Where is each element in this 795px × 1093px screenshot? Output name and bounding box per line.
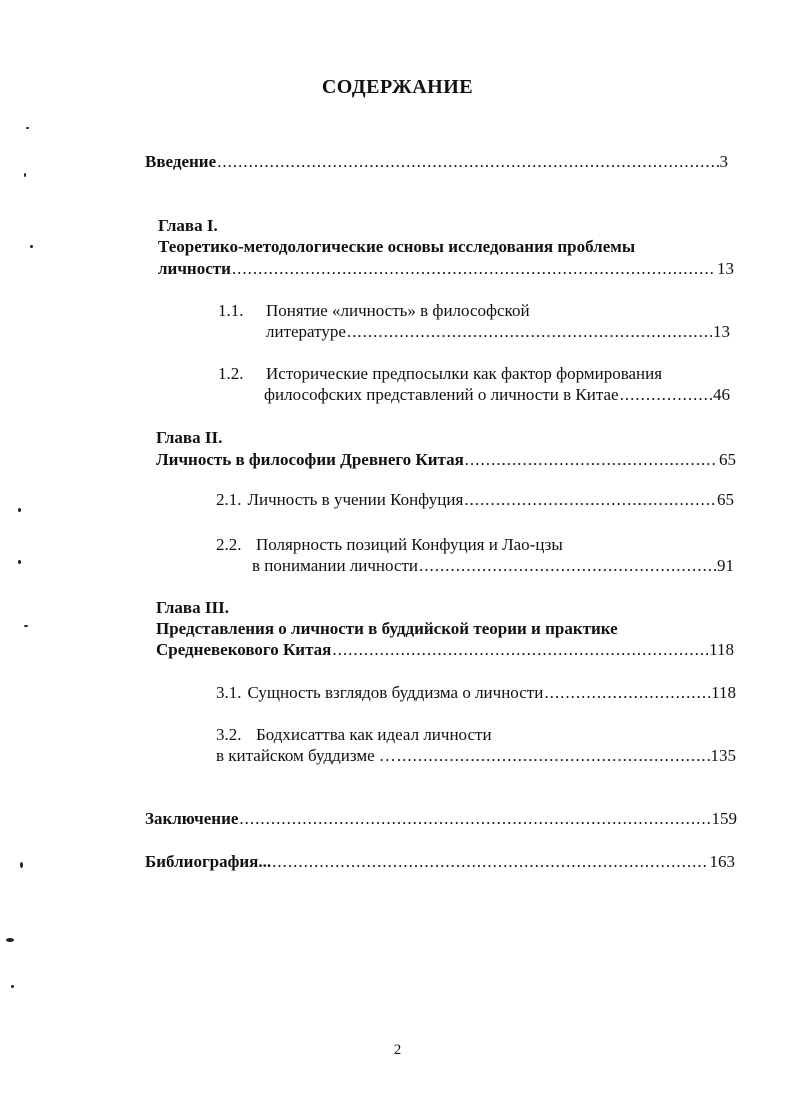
toc-entry-label: Заключение <box>145 809 239 828</box>
scan-speck <box>18 560 21 564</box>
dot-leader <box>239 809 710 829</box>
page-number: 2 <box>393 1042 402 1058</box>
dot-leader <box>465 450 718 470</box>
dot-leader <box>272 852 708 872</box>
toc-entry-conclusion[interactable] <box>145 809 737 829</box>
section-number: 3.1. <box>216 683 242 702</box>
toc-page-number: 118 <box>711 683 736 702</box>
toc-page-number: 91 <box>717 556 734 575</box>
toc-entry-chapter2[interactable] <box>156 450 736 470</box>
scan-speck <box>20 862 23 868</box>
scan-speck <box>6 938 14 942</box>
chapter-title: Представления о личности в буддийской теории и практике <box>156 619 618 638</box>
dot-leader <box>232 259 716 279</box>
scan-speck <box>26 127 29 129</box>
section-title: Полярность позиций Конфуция и Лао-цзы <box>256 535 563 554</box>
toc-page-number: 135 <box>710 746 736 765</box>
toc-entry-label: личности <box>158 259 231 278</box>
section-number: 1.2. <box>218 364 244 383</box>
toc-page-number: 13 <box>717 259 734 278</box>
scan-speck <box>30 245 33 248</box>
section-title: Бодхисаттва как идеал личности <box>256 725 492 744</box>
toc-entry-section[interactable] <box>216 490 734 510</box>
toc-page-number: 159 <box>711 809 737 828</box>
scan-speck <box>24 625 28 627</box>
toc-page-number: 65 <box>717 490 734 509</box>
dot-leader <box>347 322 712 342</box>
toc-page-number: 65 <box>719 450 736 469</box>
scan-speck <box>18 508 21 512</box>
section-title: Исторические предпосылки как фактор формирования <box>266 364 663 383</box>
toc-entry-label: Средневекового Китая <box>156 640 332 659</box>
toc-entry-label: Библиография... <box>145 852 272 871</box>
toc-entry-label: в китайском буддизме … <box>216 746 396 765</box>
toc-entry-label: философских представлений о личности в Китае <box>264 385 619 404</box>
section-title: Понятие «личность» в философской <box>266 301 530 320</box>
chapter-heading: Глава I. <box>158 216 218 235</box>
toc-entry-label: Личность в философии Древнего Китая <box>156 450 464 469</box>
toc-entry-section[interactable] <box>252 556 734 576</box>
toc-entry-bibliography[interactable] <box>145 852 735 872</box>
dot-leader <box>544 683 710 703</box>
toc-entry-intro[interactable] <box>145 152 728 172</box>
section-number: 1.1. <box>218 301 244 320</box>
toc-entry-label: Личность в учении Конфуция <box>247 490 464 509</box>
toc-entry-section[interactable] <box>266 322 730 342</box>
dot-leader <box>419 556 716 576</box>
toc-entry-section[interactable] <box>216 683 736 703</box>
chapter-heading: Глава III. <box>156 598 229 617</box>
toc-entry-label: Введение <box>145 152 217 171</box>
toc-entry-chapter3[interactable] <box>156 640 734 660</box>
scan-speck <box>11 985 14 988</box>
toc-entry-label: Сущность взглядов буддизма о личности <box>247 683 544 702</box>
section-number: 3.2. <box>216 725 242 744</box>
toc-entry-label: литературе <box>266 322 346 341</box>
chapter-title: Теоретико-методологические основы исследования проблемы <box>158 237 636 256</box>
toc-entry-label: в понимании личности <box>252 556 419 575</box>
section-number: 2.2. <box>216 535 242 554</box>
dot-leader <box>464 490 716 510</box>
toc-entry-section[interactable] <box>264 385 730 405</box>
scan-speck <box>24 173 26 177</box>
toc-page-number: 118 <box>709 640 734 659</box>
dot-leader <box>397 746 710 766</box>
dot-leader <box>620 385 712 405</box>
dot-leader <box>217 152 718 172</box>
toc-entry-section[interactable] <box>216 746 736 766</box>
section-number: 2.1. <box>216 490 242 509</box>
toc-page-number: 3 <box>719 152 728 171</box>
toc-entry-chapter1[interactable] <box>158 259 734 279</box>
toc-page-number: 46 <box>713 385 730 404</box>
dot-leader <box>332 640 708 660</box>
chapter-heading: Глава II. <box>156 428 223 447</box>
document-title: СОДЕРЖАНИЕ <box>321 76 474 98</box>
toc-page-number: 163 <box>709 852 735 871</box>
toc-page-number: 13 <box>713 322 730 341</box>
